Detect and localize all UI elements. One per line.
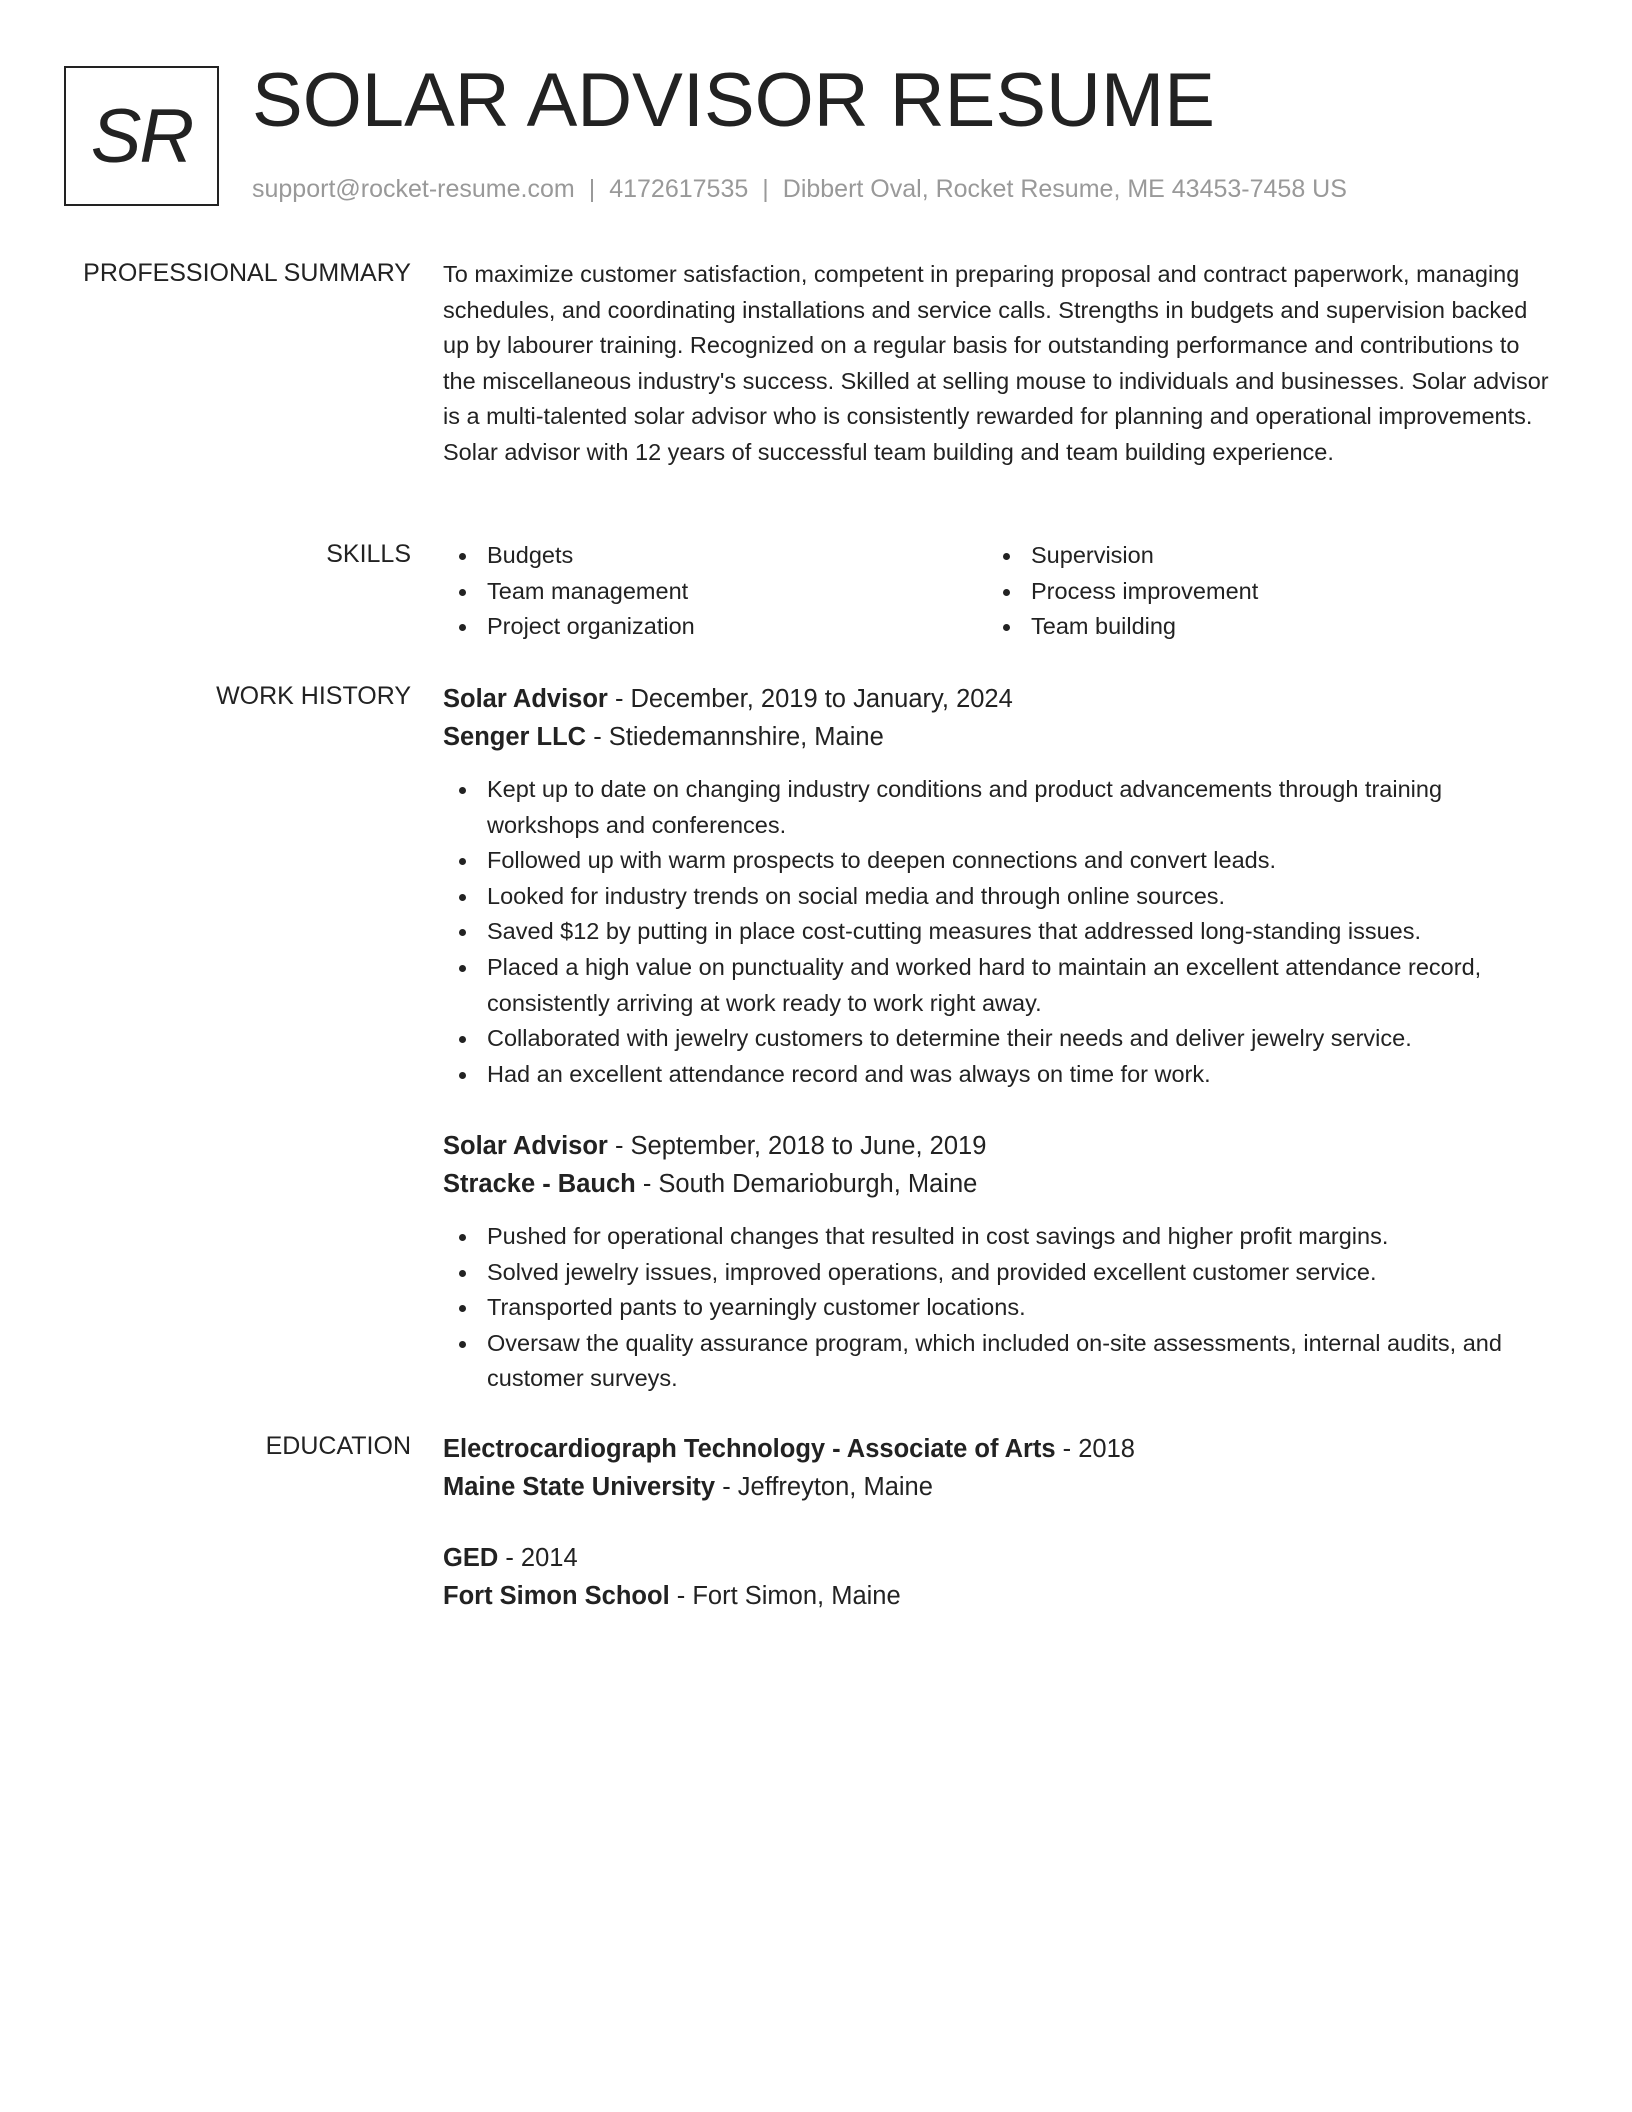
contact-line	[252, 173, 1347, 205]
skill-item: Budgets	[443, 538, 987, 574]
skill-item: Team management	[443, 574, 987, 610]
skills-body	[443, 538, 1553, 645]
monogram-initials: SR	[90, 93, 193, 179]
education-school: Maine State University	[443, 1473, 716, 1501]
job-bullet: Saved $12 by putting in place cost-cutting measures that addressed long-standing issues.	[443, 914, 1553, 950]
education-school-line	[443, 1468, 1553, 1506]
job-bullet: Pushed for operational changes that resulted in cost savings and higher profit margins.	[443, 1219, 1553, 1255]
job-entry	[443, 1127, 1553, 1397]
summary-body	[443, 257, 1553, 471]
job-title: Solar Advisor	[443, 1132, 608, 1160]
job-bullet: Looked for industry trends on social media and through online sources.	[443, 879, 1553, 915]
job-bullet: Collaborated with jewelry customers to determine their needs and deliver jewelry service.	[443, 1021, 1553, 1057]
job-title-line	[443, 1127, 1553, 1165]
education-degree-line	[443, 1539, 1553, 1577]
job-bullet: Kept up to date on changing industry conditions and product advancements through training workshops and conferences.	[443, 772, 1553, 843]
summary-text: To maximize customer satisfaction, competent in preparing proposal and contract paperwork, managing schedules, and coordinating installations and service calls. Strengths in budgets and supervision backed up by labourer training. Recognized on a regular basis for outstanding performance and contributions to the miscellaneous industry's success. Skilled at selling mouse to individuals and businesses. Solar advisor is a multi-talented solar advisor who is consistently rewarded for planning and operational improvements. Solar advisor with 12 years of successful team building and team building experience.	[443, 261, 1549, 465]
skills-list-right	[987, 538, 1531, 645]
contact-email: support@rocket-resume.com	[252, 175, 575, 203]
job-company-line	[443, 1165, 1553, 1203]
contact-address: Dibbert Oval, Rocket Resume, ME 43453-7458 US	[782, 175, 1347, 203]
job-title-line	[443, 680, 1553, 718]
job-bullet: Followed up with warm prospects to deepen connections and convert leads.	[443, 843, 1553, 879]
education-entry	[443, 1539, 1553, 1615]
summary-label: PROFESSIONAL SUMMARY	[83, 259, 411, 287]
skill-item: Process improvement	[987, 574, 1531, 610]
education-location: - Fort Simon, Maine	[669, 1582, 901, 1610]
job-company: Senger LLC	[443, 723, 587, 751]
resume-title: SOLAR ADVISOR RESUME	[252, 58, 1215, 143]
job-location: - Stiedemannshire, Maine	[586, 723, 884, 751]
work-history-label: WORK HISTORY	[216, 682, 411, 710]
education-year: - 2014	[498, 1544, 578, 1572]
contact-separator: |	[588, 175, 596, 203]
job-bullet: Had an excellent attendance record and was always on time for work.	[443, 1057, 1553, 1093]
skills-label: SKILLS	[326, 540, 411, 568]
job-title: Solar Advisor	[443, 685, 608, 713]
contact-phone: 4172617535	[609, 175, 749, 203]
job-bullet: Placed a high value on punctuality and worked hard to maintain an excellent attendance record, consistently arriving at work ready to work right away.	[443, 950, 1553, 1021]
job-location: - South Demarioburgh, Maine	[635, 1170, 978, 1198]
education-degree: Electrocardiograph Technology - Associate of Arts	[443, 1435, 1056, 1463]
skill-item: Project organization	[443, 609, 987, 645]
skills-list-left	[443, 538, 987, 645]
contact-separator: |	[762, 175, 769, 203]
education-degree-line	[443, 1430, 1553, 1468]
education-location: - Jeffreyton, Maine	[715, 1473, 933, 1501]
job-dates: - December, 2019 to January, 2024	[607, 685, 1013, 713]
job-company: Stracke - Bauch	[443, 1170, 636, 1198]
job-dates: - September, 2018 to June, 2019	[607, 1132, 987, 1160]
job-bullet: Solved jewelry issues, improved operations, and provided excellent customer service.	[443, 1255, 1553, 1291]
job-bullet: Transported pants to yearningly customer locations.	[443, 1290, 1553, 1326]
education-degree: GED	[443, 1544, 499, 1572]
education-school-line	[443, 1577, 1553, 1615]
education-label: EDUCATION	[265, 1432, 411, 1460]
work-history-body	[443, 680, 1553, 1392]
monogram-box	[64, 66, 219, 206]
job-bullets	[443, 772, 1553, 1092]
education-body	[443, 1430, 1553, 1610]
job-company-line	[443, 718, 1553, 756]
education-school: Fort Simon School	[443, 1582, 670, 1610]
skill-item: Team building	[987, 609, 1531, 645]
job-bullets	[443, 1219, 1553, 1397]
education-year: - 2018	[1055, 1435, 1135, 1463]
job-entry	[443, 680, 1553, 1092]
skill-item: Supervision	[987, 538, 1531, 574]
job-bullet: Oversaw the quality assurance program, which included on-site assessments, internal audits, and customer surveys.	[443, 1326, 1553, 1397]
education-entry	[443, 1430, 1553, 1506]
